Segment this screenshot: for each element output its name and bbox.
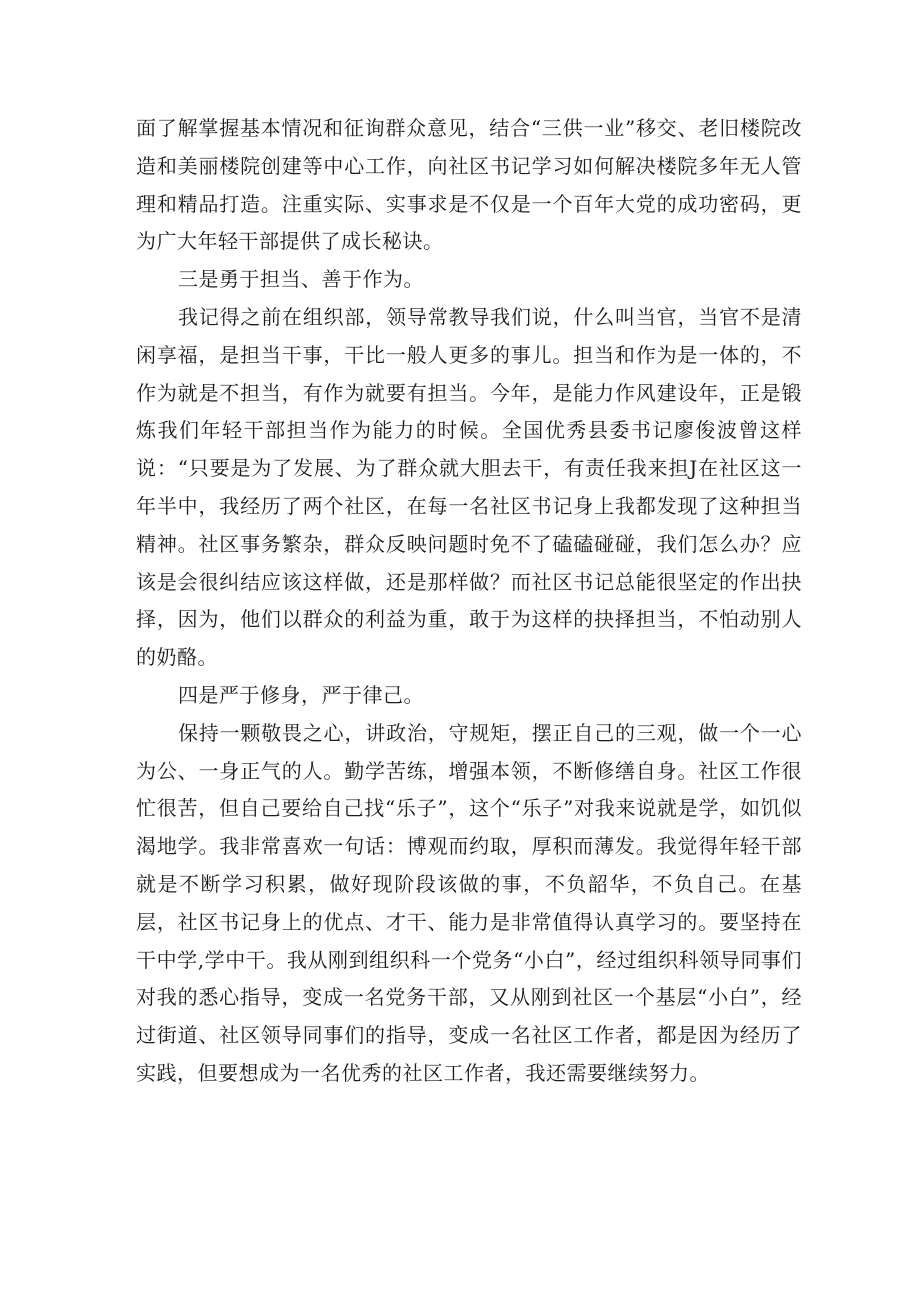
paragraph-continuation: 面了解掌握基本情况和征询群众意见，结合“三供一业”移交、老旧楼院改造和美丽楼院创建等中心工作，向社区书记学习如何解决楼院多年无人管理和精品打造。注重实际、实事求是不仅是一个百年大党的成功密码，更为广大年轻干部提供了成长秘诀。 <box>136 116 802 254</box>
paragraph-responsibility: 我记得之前在组织部，领导常教导我们说，什么叫当官，当官不是清闲享福，是担当干事，干比一般人更多的事儿。担当和作为是一体的，不作为就是不担当，有作为就要有担当。今年，是能力作风建设年，正是锻炼我们年轻干部担当作为能力的时候。全国优秀县委书记廖俊波曾这样说：“只要是为了发展、为了群众就大胆去干，有责任我来担J在社区这一年半中，我经历了两个社区，在每一名社区书记身上我都发现了这种担当精神。社区事务繁杂，群众反映问题时免不了磕磕碰碰，我们怎么办？应该是会很纠结应该这样做，还是那样做？而社区书记总能很坚定的作出抉择，因为，他们以群众的利益为重，敢于为这样的抉择担当，不怕动别人的奶酪。 <box>136 304 802 670</box>
document-body <box>136 110 802 1093</box>
section-heading-four: 四是严于修身，严于律己。 <box>178 682 424 707</box>
paragraph-self-discipline: 保持一颗敬畏之心，讲政治，守规矩，摆正自己的三观，做一个一心为公、一身正气的人。勤学苦练，增强本领，不断修缮自身。社区工作很忙很苦，但自己要给自己找“乐子”，这个“乐子”对我来说就是学，如饥似渴地学。我非常喜欢一句话：博观而约取，厚积而薄发。我觉得年轻干部就是不断学习积累，做好现阶段该做的事，不负韶华，不负自己。在基层，社区书记身上的优点、才干、能力是非常值得认真学习的。要坚持在干中学,学中干。我从刚到组织科一个党务“小白”，经过组织科领导同事们对我的悉心指导，变成一名党务干部，又从刚到社区一个基层“小白”，经过街道、社区领导同事们的指导，变成一名社区工作者，都是因为经历了实践，但要想成为一名优秀的社区工作者，我还需要继续努力。 <box>136 720 802 1085</box>
section-heading-three: 三是勇于担当、善于作为。 <box>178 267 424 292</box>
